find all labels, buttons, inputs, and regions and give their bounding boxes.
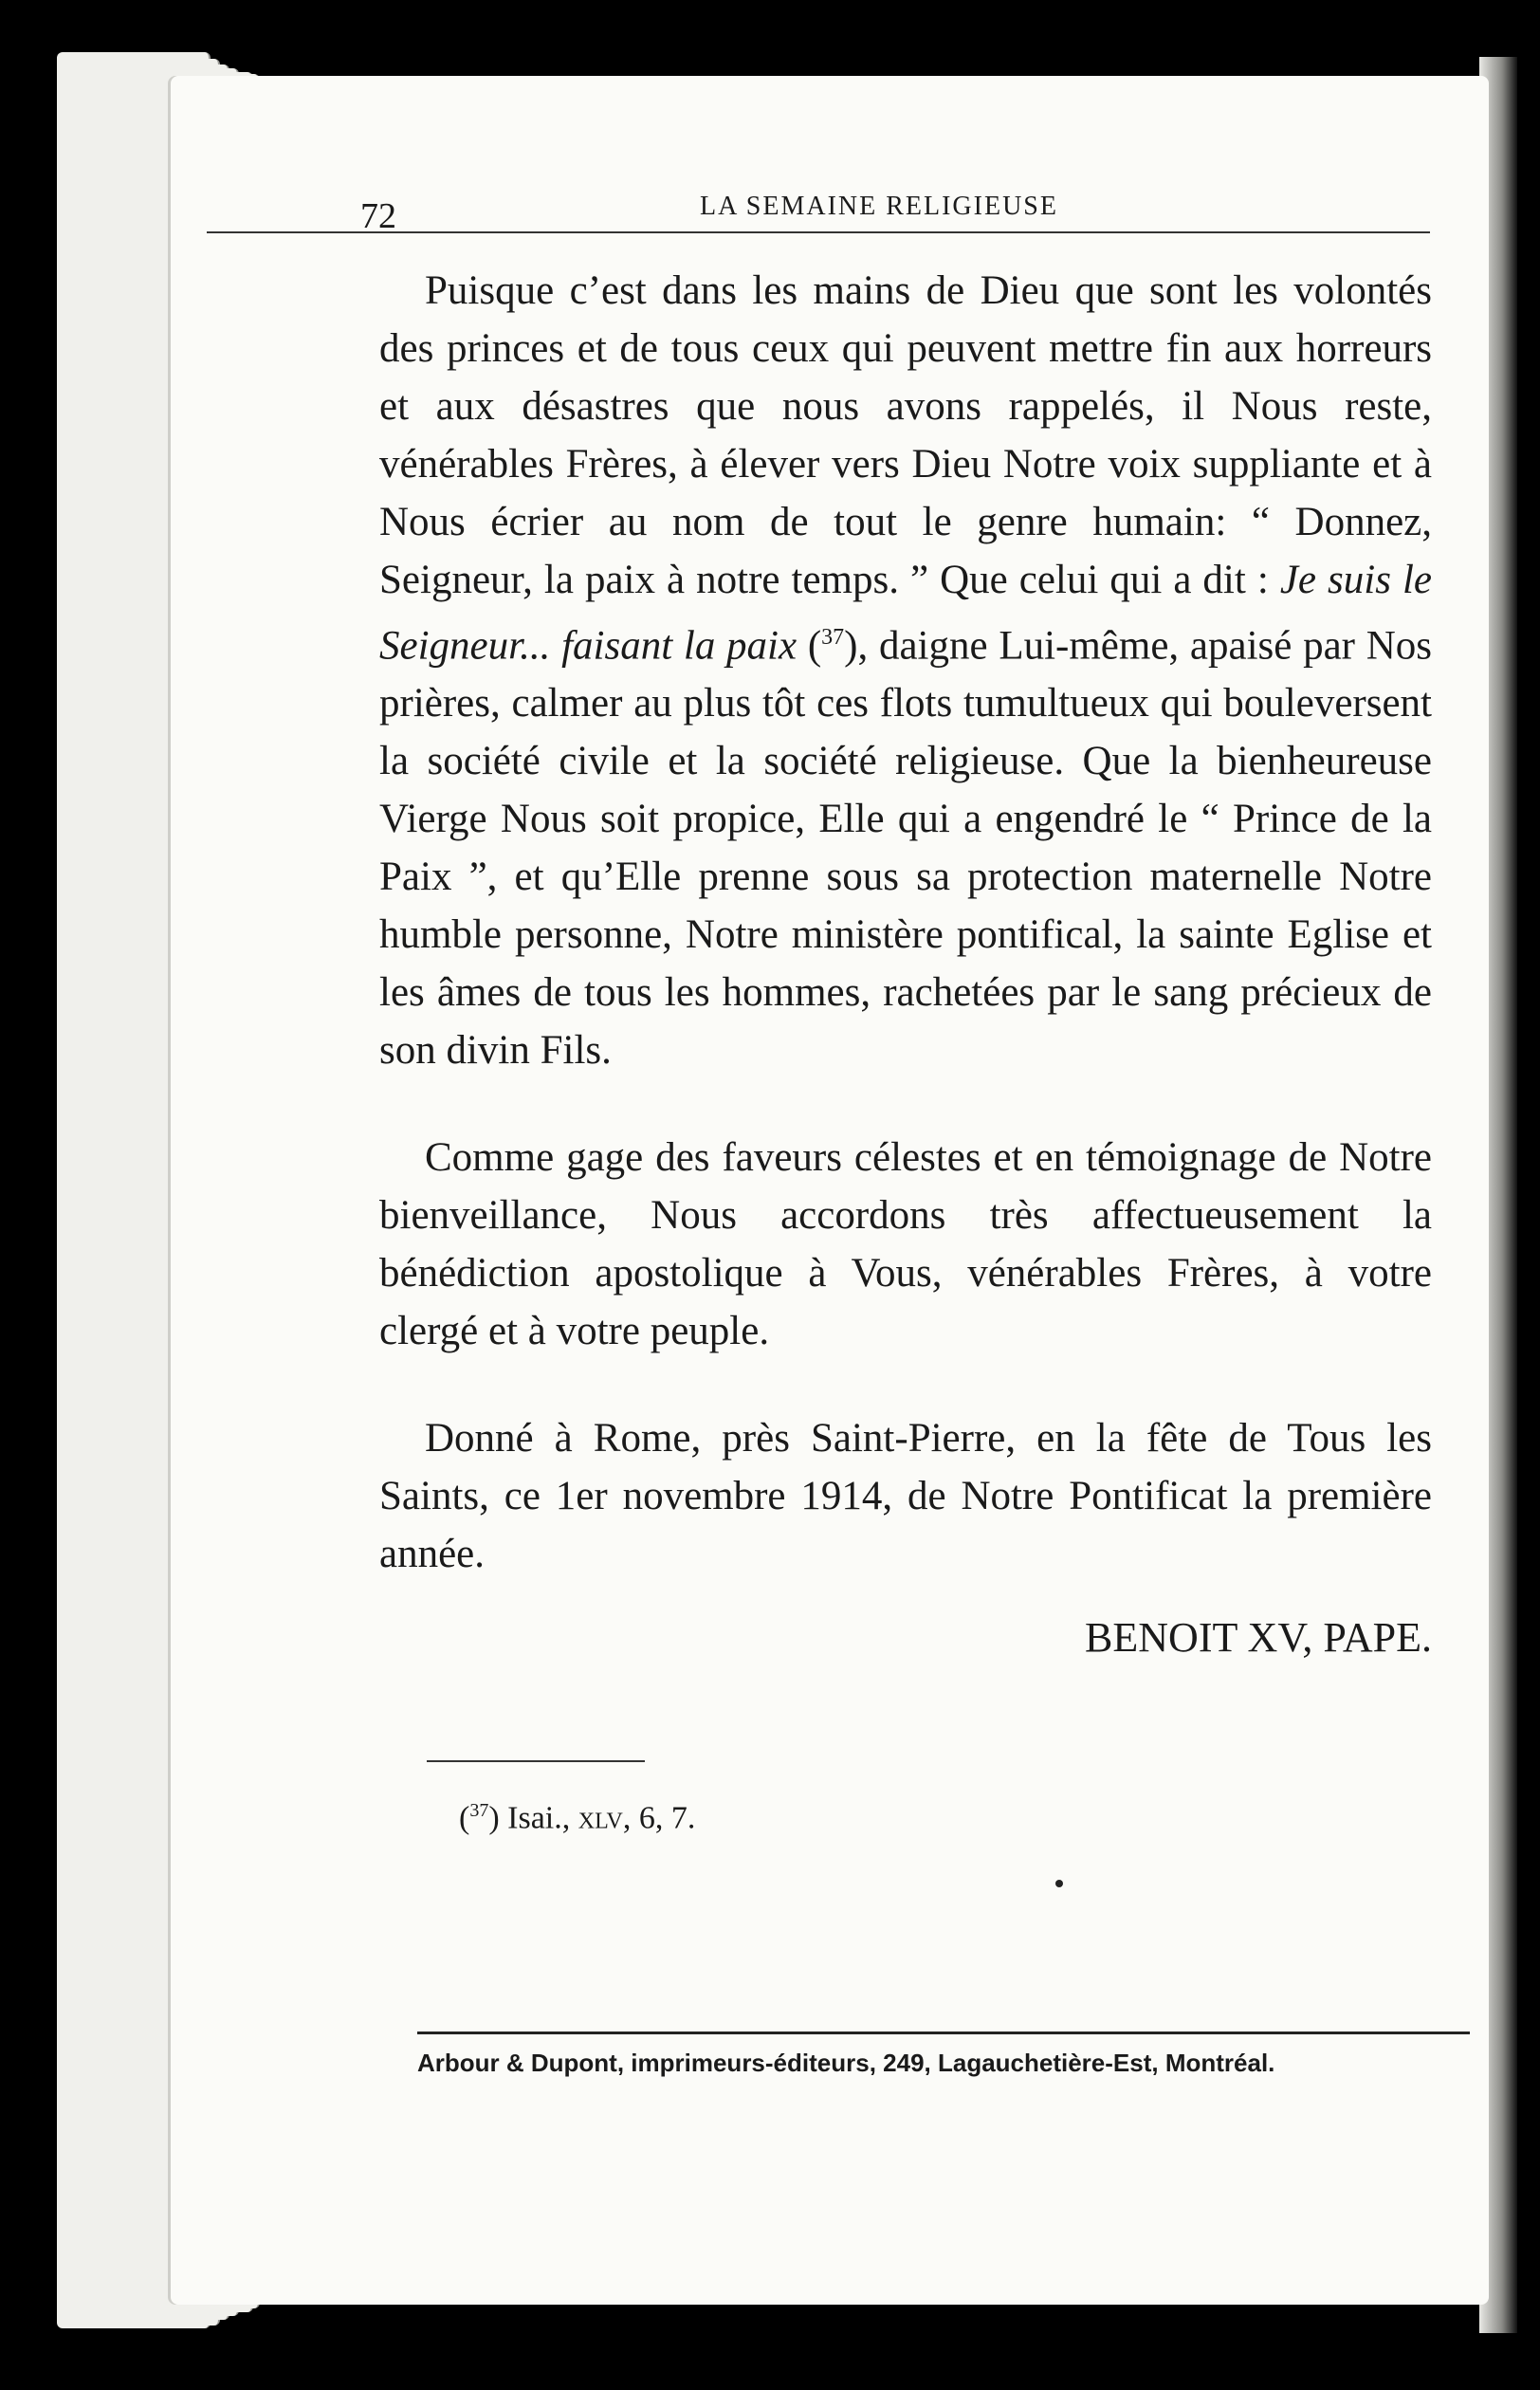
italic-quote: Je suis le Seigneur... faisant la paix	[379, 558, 1432, 669]
footnote-number: 37	[469, 1800, 489, 1822]
page-content	[207, 171, 1468, 1837]
imprint-rule	[417, 2032, 1470, 2034]
footnote-text: Isai.,	[507, 1800, 578, 1836]
paragraph: Puisque c’est dans les mains de Dieu que sont les volontés des princes et de tous ceux qui peuvent mettre fin aux horreurs et aux désastres que nous avons rappelés, il Nous reste, vénérables Frères, à élever vers Dieu Notre voix suppliante et à Nous écrier au nom de tout le genre humain: “ Donnez, Seigneur, la paix à notre temps. ” Que celui qui a dit : Je suis le Seigneur... faisant la paix ($^{37}$), daigne Lui-même, apaisé par Nos prières, calmer au plus tôt ces flots tumultueux qui bouleversent la société civile et la société religieuse. Que la bienheureuse Vierge Nous soit propice, Elle qui a engendré le “ Prince de la Paix ”, et qu’Elle prenne sous sa protection maternelle Notre humble personne, Notre ministère pontifical, la sainte Eglise et les âmes de tous les hommes, rachetées par le sang précieux de son divin Fils.	[379, 268, 1432, 1074]
printer-imprint: Arbour & Dupont, imprimeurs-éditeurs, 249, Lagauchetière-Est, Montréal.	[417, 2049, 1275, 2077]
footnote-text: , 6, 7.	[622, 1800, 696, 1836]
footnote-rule	[427, 1760, 645, 1762]
print-mark	[1055, 1880, 1063, 1887]
footnote-text: xlv	[578, 1800, 623, 1836]
paragraph: Comme gage des faveurs célestes et en témoignage de Notre bienveillance, Nous accordons très affectueusement la bénédiction apostolique à Vous, vénérables Frères, à votre clergé et à votre peuple.	[379, 1135, 1432, 1354]
paragraph-text: Puisque c’est dans les mains de Dieu que sont les volontés des princes et de tous ceux qui peuvent mettre fin aux horreurs et aux désastres que nous avons rappelés, il Nous reste, vénérables Frères, à élever vers Dieu Notre voix suppliante et à Nous écrier au nom de tout le genre humain: “ Donnez, Seigneur, la paix à notre temps. ” Que celui qui a dit :	[379, 268, 1432, 602]
paragraph: Donné à Rome, près Saint-Pierre, en la fête de Tous les Saints, ce 1er novembre 1914, de Notre Pontificat la première année.	[379, 1416, 1432, 1577]
page-number: 72	[360, 196, 396, 236]
paragraph-text: , daigne Lui-même, apaisé par Nos prières, calmer au plus tôt ces flots tumultueux qui bouleversent la société civile et la société religieuse. Que la bienheureuse Vierge Nous soit propice, Elle qui a engendré le “ Prince de la Paix ”, et qu’Elle prenne sous sa protection maternelle Notre humble personne, Notre ministère pontifical, la sainte Eglise et les âmes de tous les hommes, rachetées par le sang précieux de son divin Fils.	[379, 623, 1432, 1074]
signature: BENOIT XV, PAPE.	[1085, 1614, 1432, 1662]
running-head	[207, 171, 1430, 236]
footnote-ref: 37	[821, 625, 845, 650]
body-text	[379, 262, 1432, 1583]
running-title: LA SEMAINE RELIGIEUSE	[700, 192, 1058, 221]
footnote: ($^{37}$) Isai., xlv, 6, 7.	[459, 1800, 696, 1836]
